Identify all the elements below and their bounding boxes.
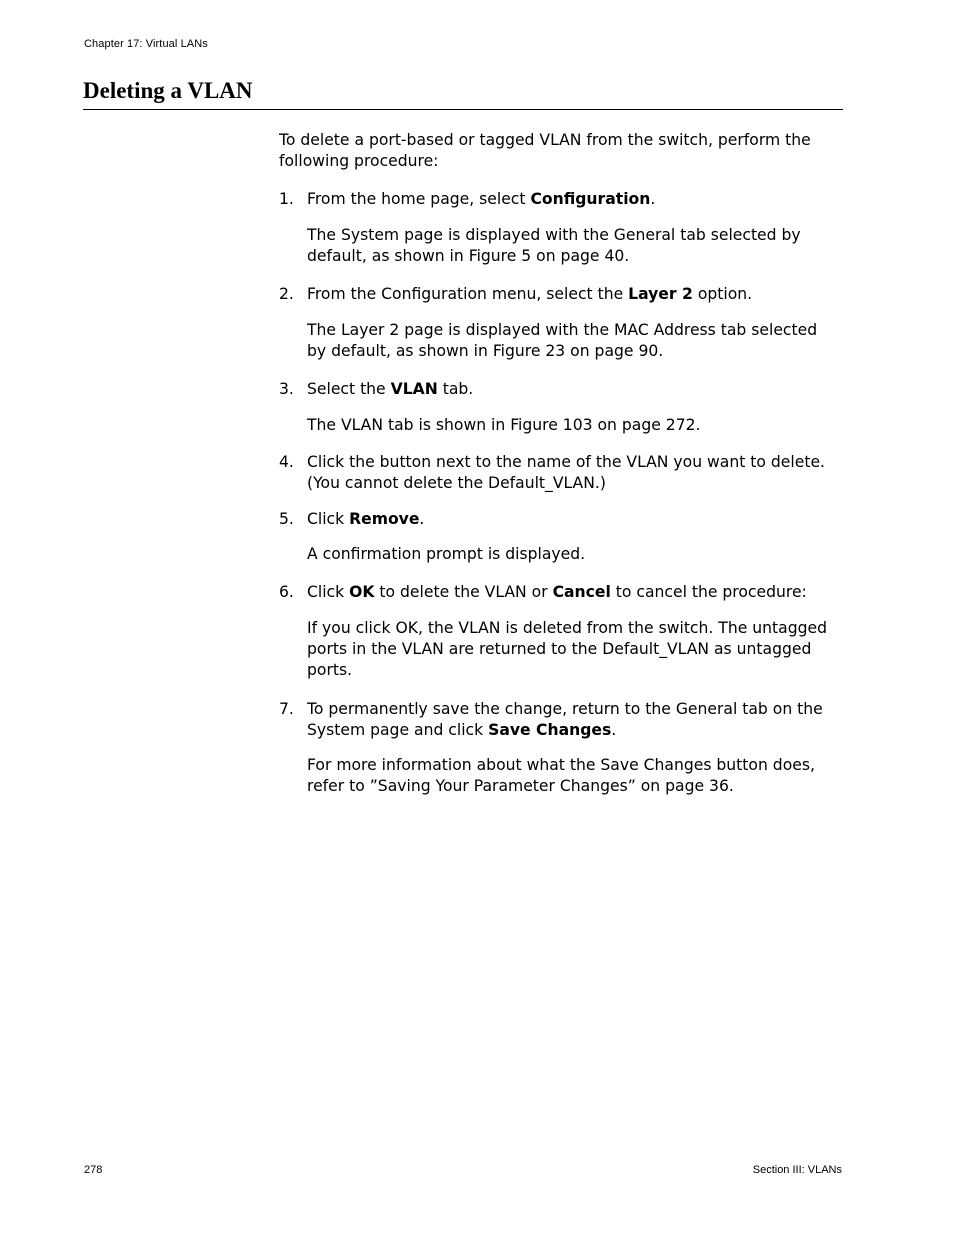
step-instruction: Click the button next to the name of the VLAN you want to delete. (You cannot delete the Default_VLAN.) bbox=[307, 453, 825, 492]
section-title: Deleting a VLAN bbox=[83, 78, 253, 103]
step-instruction: Select the VLAN tab. bbox=[307, 380, 474, 398]
step-result: The System page is displayed with the General tab selected by default, as shown in Figure 5 on page 40. bbox=[307, 226, 801, 265]
page-number: 278 bbox=[84, 1164, 103, 1176]
step-number: 5. bbox=[279, 510, 294, 528]
step-result: A confirmation prompt is displayed. bbox=[307, 545, 586, 563]
step-result: If you click OK, the VLAN is deleted from the switch. The untagged ports in the VLAN are returned to the Default_VLAN as untagged ports. bbox=[307, 619, 827, 679]
title-rule bbox=[83, 109, 843, 110]
step-number: 4. bbox=[279, 453, 294, 471]
step-number: 7. bbox=[279, 700, 294, 718]
step-number: 6. bbox=[279, 583, 294, 601]
step-instruction: Click Remove. bbox=[307, 510, 425, 528]
step-number: 3. bbox=[279, 380, 294, 398]
step-instruction: From the home page, select Configuration. bbox=[307, 190, 656, 208]
intro-paragraph: To delete a port-based or tagged VLAN from the switch, perform the following procedure: bbox=[279, 131, 811, 170]
running-header: Chapter 17: Virtual LANs bbox=[84, 38, 208, 50]
footer-section: Section III: VLANs bbox=[752, 1164, 842, 1176]
step-result: The Layer 2 page is displayed with the MAC Address tab selected by default, as shown in Figure 23 on page 90. bbox=[307, 321, 818, 360]
step-result: The VLAN tab is shown in Figure 103 on page 272. bbox=[307, 416, 701, 434]
step-instruction: To permanently save the change, return to the General tab on the System page and click Save Changes. bbox=[307, 700, 823, 739]
step-instruction: From the Configuration menu, select the Layer 2 option. bbox=[307, 285, 753, 303]
step-number: 2. bbox=[279, 285, 294, 303]
step-number: 1. bbox=[279, 190, 294, 208]
step-result: For more information about what the Save Changes button does, refer to ”Saving Your Parameter Changes” on page 36. bbox=[307, 756, 815, 795]
step-instruction: Click OK to delete the VLAN or Cancel to cancel the procedure: bbox=[307, 583, 807, 601]
